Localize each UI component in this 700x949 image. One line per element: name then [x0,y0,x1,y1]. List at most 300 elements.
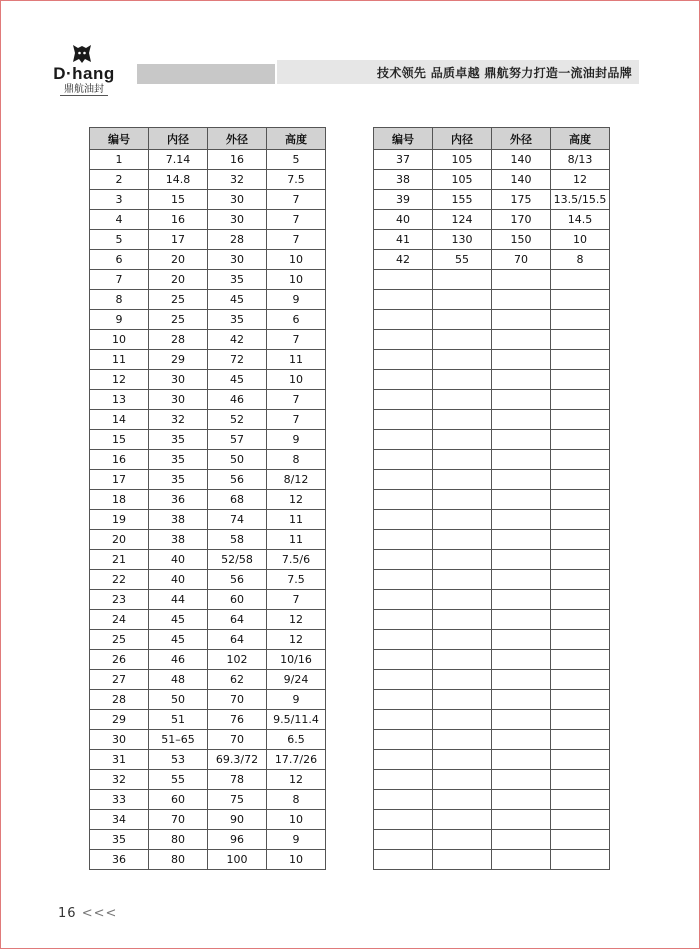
table-row [90,190,326,210]
table-cell: 14 [90,410,149,430]
table-cell: 10 [267,270,326,290]
empty-row [374,390,610,410]
table-cell: 25 [90,630,149,650]
table-cell: 70 [492,250,551,270]
empty-row [374,610,610,630]
table-cell: 57 [208,430,267,450]
table-cell: 130 [433,230,492,250]
empty-row [374,270,610,290]
empty-row [374,830,610,850]
table-cell: 44 [149,590,208,610]
table-cell: 12 [267,770,326,790]
empty-row [374,570,610,590]
empty-row [374,690,610,710]
table-cell: 72 [208,350,267,370]
table-cell: 40 [374,210,433,230]
table-row [90,830,326,850]
table-cell [551,310,610,330]
table-cell: 31 [90,750,149,770]
table-cell: 9.5/11.4 [267,710,326,730]
table-cell: 96 [208,830,267,850]
table-cell: 26 [90,650,149,670]
table-cell: 17 [149,230,208,250]
table-cell [551,850,610,870]
table-cell: 175 [492,190,551,210]
table-cell: 50 [208,450,267,470]
table-cell: 6.5 [267,730,326,750]
table-cell [492,790,551,810]
table-cell: 55 [433,250,492,270]
table-cell [374,630,433,650]
table-row [90,790,326,810]
column-header: 编号 [90,128,149,150]
table-cell [374,370,433,390]
table-row [90,690,326,710]
table-cell: 6 [90,250,149,270]
table-cell: 46 [208,390,267,410]
table-cell: 69.3/72 [208,750,267,770]
table-cell: 16 [208,150,267,170]
table-cell [551,710,610,730]
table-cell: 170 [492,210,551,230]
table-cell: 27 [90,670,149,690]
table-row [90,730,326,750]
column-header: 高度 [267,128,326,150]
table-cell: 10/16 [267,650,326,670]
brand-logo [48,44,120,94]
table-cell: 42 [374,250,433,270]
table-cell: 60 [208,590,267,610]
column-header: 内径 [149,128,208,150]
column-header: 编号 [374,128,433,150]
table-cell [492,430,551,450]
table-cell: 36 [149,490,208,510]
table-cell [374,590,433,610]
table-row [374,170,610,190]
table-cell: 20 [149,270,208,290]
table-cell: 70 [208,690,267,710]
table-cell: 7.5 [267,170,326,190]
table-cell: 155 [433,190,492,210]
table-cell [433,710,492,730]
table-cell: 10 [267,850,326,870]
table-cell [492,490,551,510]
table-cell [374,410,433,430]
table-cell: 53 [149,750,208,770]
bear-icon [70,44,94,64]
table-cell: 30 [208,210,267,230]
table-row [90,270,326,290]
table-cell: 11 [267,350,326,370]
table-row [90,250,326,270]
table-row [90,650,326,670]
table-row [374,210,610,230]
table-cell: 64 [208,610,267,630]
table-cell [433,510,492,530]
table-cell: 50 [149,690,208,710]
table-cell: 28 [90,690,149,710]
table-cell: 80 [149,850,208,870]
table-row [90,330,326,350]
chevrons-icon: <<< [81,906,118,921]
table-cell [551,290,610,310]
table-row [90,670,326,690]
table-cell [551,630,610,650]
table-row [374,250,610,270]
table-cell: 56 [208,570,267,590]
header-accent-bar [137,64,275,84]
table-row [90,230,326,250]
table-row [90,210,326,230]
table-cell: 52/58 [208,550,267,570]
table-cell: 12 [551,170,610,190]
table-cell [492,590,551,610]
table-cell: 80 [149,830,208,850]
table-cell: 7 [267,590,326,610]
table-cell [492,570,551,590]
table-cell: 9 [90,310,149,330]
table-cell: 15 [90,430,149,450]
table-cell [433,350,492,370]
table-cell [492,810,551,830]
table-cell [551,470,610,490]
table-row [374,150,610,170]
table-cell: 52 [208,410,267,430]
table-cell: 40 [149,570,208,590]
table-cell [433,270,492,290]
logo-subtitle: 鼎航油封 [60,84,108,96]
table-row [90,530,326,550]
empty-row [374,730,610,750]
table-cell [492,370,551,390]
logo-text: D·hang [53,64,115,83]
empty-row [374,770,610,790]
table-cell [374,810,433,830]
table-cell [433,470,492,490]
table-cell [492,450,551,470]
table-cell [374,310,433,330]
table-row [90,550,326,570]
table-cell [374,750,433,770]
table-cell: 9 [267,690,326,710]
table-cell [492,850,551,870]
table-cell: 23 [90,590,149,610]
table-cell [492,510,551,530]
table-cell [433,310,492,330]
empty-row [374,550,610,570]
table-cell: 21 [90,550,149,570]
table-row [90,630,326,650]
table-cell: 38 [149,510,208,530]
table-cell [492,770,551,790]
table-row [90,590,326,610]
table-cell [492,310,551,330]
table-cell [492,830,551,850]
empty-row [374,290,610,310]
table-cell: 6 [267,310,326,330]
table-cell: 17.7/26 [267,750,326,770]
table-cell: 7 [267,330,326,350]
table-cell [374,850,433,870]
table-cell: 12 [90,370,149,390]
table-cell: 75 [208,790,267,810]
table-cell: 29 [149,350,208,370]
table-cell [492,530,551,550]
table-cell: 35 [149,450,208,470]
table-cell: 140 [492,150,551,170]
table-cell [433,730,492,750]
table-cell [551,530,610,550]
table-cell [551,410,610,430]
table-cell [433,410,492,430]
table-cell: 90 [208,810,267,830]
table-cell: 12 [267,610,326,630]
table-cell: 105 [433,150,492,170]
table-cell [433,550,492,570]
column-header: 外径 [492,128,551,150]
empty-row [374,530,610,550]
table-cell: 13.5/15.5 [551,190,610,210]
empty-row [374,670,610,690]
table-cell [551,550,610,570]
table-cell [433,490,492,510]
table-cell [433,590,492,610]
table-row [90,290,326,310]
table-cell [492,650,551,670]
table-cell: 10 [551,230,610,250]
table-cell: 11 [90,350,149,370]
table-cell: 35 [90,830,149,850]
empty-row [374,510,610,530]
table-cell: 7.14 [149,150,208,170]
empty-row [374,810,610,830]
table-cell: 30 [208,250,267,270]
table-cell [374,830,433,850]
table-cell [374,270,433,290]
table-cell: 56 [208,470,267,490]
table-cell [374,450,433,470]
table-cell: 51 [149,710,208,730]
table-cell: 7 [267,210,326,230]
table-cell: 5 [90,230,149,250]
table-cell [551,770,610,790]
table-cell [433,290,492,310]
table-cell [374,430,433,450]
table-cell: 20 [149,250,208,270]
table-cell [433,850,492,870]
table-cell: 64 [208,630,267,650]
table-cell [551,490,610,510]
table-cell: 28 [149,330,208,350]
table-cell [374,610,433,630]
table-cell: 37 [374,150,433,170]
table-cell [433,650,492,670]
page-number [58,906,117,921]
table-row [90,850,326,870]
table-cell: 29 [90,710,149,730]
table-cell: 51–65 [149,730,208,750]
table-cell [492,410,551,430]
empty-row [374,590,610,610]
spec-table-left [89,127,326,870]
column-header: 高度 [551,128,610,150]
table-cell [374,350,433,370]
table-cell [374,650,433,670]
table-row [374,230,610,250]
table-cell: 58 [208,530,267,550]
table-cell: 41 [374,230,433,250]
table-cell [492,670,551,690]
table-cell: 32 [90,770,149,790]
table-cell [433,770,492,790]
table-cell: 10 [90,330,149,350]
table-cell [374,470,433,490]
table-cell [492,750,551,770]
table-cell [492,550,551,570]
table-cell [433,830,492,850]
table-cell: 4 [90,210,149,230]
table-cell: 33 [90,790,149,810]
table-cell: 68 [208,490,267,510]
table-cell [433,430,492,450]
table-cell: 14.5 [551,210,610,230]
empty-row [374,790,610,810]
table-cell: 19 [90,510,149,530]
table-cell [551,750,610,770]
table-cell: 16 [90,450,149,470]
table-cell [492,610,551,630]
table-cell: 10 [267,810,326,830]
table-cell: 9/24 [267,670,326,690]
table-row [90,370,326,390]
table-cell [433,330,492,350]
table-cell: 8 [267,790,326,810]
table-row [90,450,326,470]
table-cell: 25 [149,290,208,310]
table-cell [492,690,551,710]
table-row [90,770,326,790]
table-cell [492,270,551,290]
table-cell [433,690,492,710]
table-row [90,710,326,730]
table-cell [374,770,433,790]
table-cell [433,630,492,650]
table-cell: 35 [208,310,267,330]
empty-row [374,410,610,430]
table-cell: 102 [208,650,267,670]
table-cell: 48 [149,670,208,690]
table-cell: 74 [208,510,267,530]
table-cell: 13 [90,390,149,410]
table-cell: 10 [267,370,326,390]
table-cell: 30 [149,390,208,410]
header-slogan: 技术领先 品质卓越 鼎航努力打造一流油封品牌 [377,66,632,80]
table-cell [492,730,551,750]
table-cell: 11 [267,530,326,550]
table-header-row [374,128,610,150]
table-row [90,750,326,770]
table-row [90,310,326,330]
empty-row [374,330,610,350]
table-cell [492,290,551,310]
table-cell: 1 [90,150,149,170]
table-cell: 7 [90,270,149,290]
table-cell: 39 [374,190,433,210]
table-cell: 25 [149,310,208,330]
table-cell: 45 [149,630,208,650]
empty-row [374,450,610,470]
table-row [90,430,326,450]
table-row [90,510,326,530]
table-cell [374,690,433,710]
table-cell [551,330,610,350]
empty-row [374,710,610,730]
table-row [90,570,326,590]
table-cell: 105 [433,170,492,190]
table-cell: 124 [433,210,492,230]
table-cell [551,650,610,670]
table-cell [433,610,492,630]
empty-row [374,370,610,390]
table-cell [374,570,433,590]
table-cell: 150 [492,230,551,250]
table-header-row [90,128,326,150]
table-cell: 10 [267,250,326,270]
table-cell: 35 [149,470,208,490]
table-cell [374,490,433,510]
table-cell [433,370,492,390]
table-cell [551,450,610,470]
table-cell: 15 [149,190,208,210]
table-cell: 8 [551,250,610,270]
table-cell: 24 [90,610,149,630]
table-cell: 46 [149,650,208,670]
table-row [90,350,326,370]
table-cell [433,530,492,550]
table-cell: 60 [149,790,208,810]
table-cell [492,710,551,730]
table-cell: 8/13 [551,150,610,170]
table-row [90,490,326,510]
empty-row [374,750,610,770]
table-cell [492,330,551,350]
table-cell: 8/12 [267,470,326,490]
table-cell: 11 [267,510,326,530]
empty-row [374,470,610,490]
table-cell: 30 [208,190,267,210]
table-cell: 9 [267,830,326,850]
table-cell: 2 [90,170,149,190]
spec-table-right [373,127,610,870]
table-cell [374,290,433,310]
table-cell: 45 [208,290,267,310]
table-cell [433,450,492,470]
table-cell [374,670,433,690]
table-cell: 38 [149,530,208,550]
page-number-value: 16 [58,906,77,921]
empty-row [374,630,610,650]
table-cell [433,810,492,830]
table-cell [433,670,492,690]
table-cell: 30 [90,730,149,750]
table-cell [433,750,492,770]
table-cell: 7.5 [267,570,326,590]
table-cell: 8 [267,450,326,470]
table-cell: 17 [90,470,149,490]
table-cell [551,270,610,290]
table-cell: 9 [267,430,326,450]
table-cell [551,690,610,710]
